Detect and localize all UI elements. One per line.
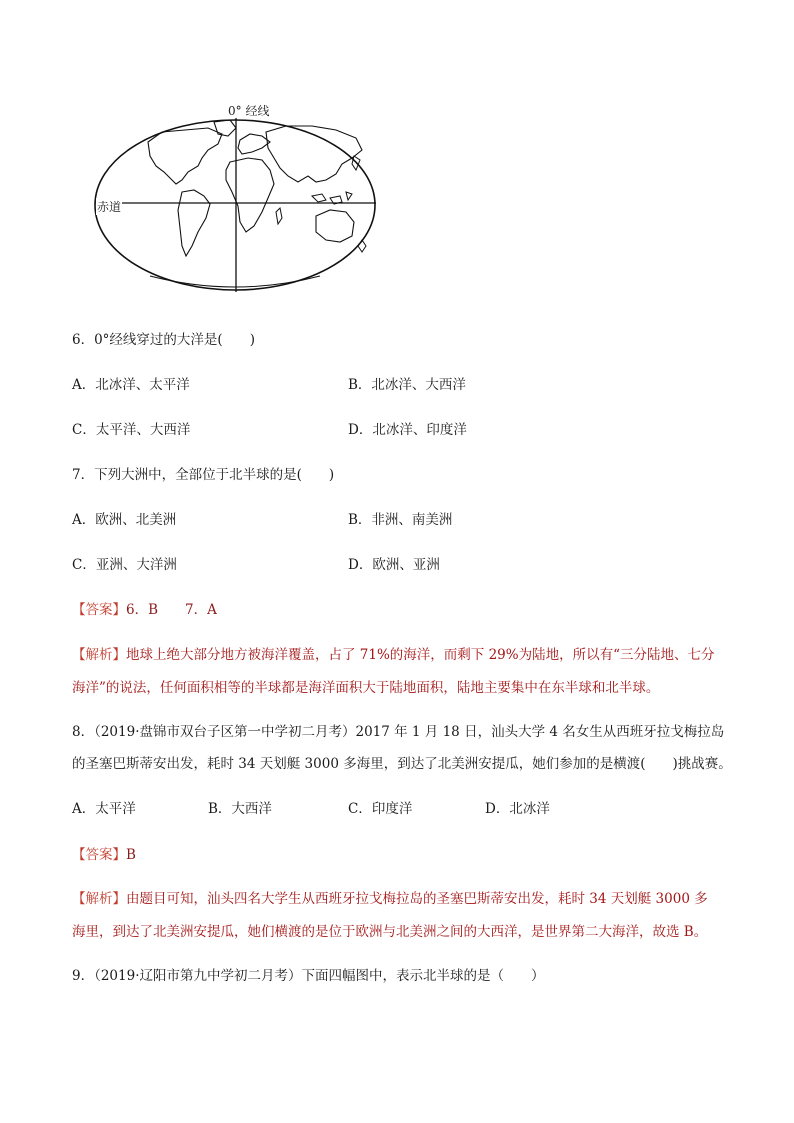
africa-shape: [226, 158, 274, 232]
q6-stem: 6．0°经线穿过的大洋是( ): [72, 332, 255, 348]
q6-option-a: A．北冰洋、太平洋: [72, 377, 190, 393]
antarctica-shape: [150, 276, 320, 287]
north-america-shape: [148, 128, 222, 184]
q9-stem: 9．（2019·辽阳市第九中学初二月考）下面四幅图中，表示北半球的是（ ）: [72, 968, 545, 984]
madagascar-shape: [276, 208, 282, 224]
greenland-shape: [214, 120, 236, 136]
answer-6-7: [72, 598, 217, 618]
answer-8: [72, 843, 136, 863]
q8-stem-line1: 8．（2019·盘锦市双台子区第一中学初二月考）2017 年 1 月 18 日，汕头大学 4 名女生从西班牙拉戈梅拉岛: [72, 724, 725, 740]
q7-stem: 7．下列大洲中，全部位于北半球的是( ): [72, 467, 335, 483]
explanation-text: 地球上绝大部分地方被海洋覆盖，占了 71%的海洋，而剩下 29%为陆地，所以有“三分陆地、七分: [126, 647, 715, 663]
q8-stem-line2: 的圣塞巴斯蒂安出发，耗时 34 天划艇 3000 多海里，到达了北美洲安提瓜，她们参加的是横渡( )挑战赛。: [72, 756, 732, 772]
islands-shape: [312, 192, 352, 204]
q8-option-b: B．大西洋: [208, 801, 272, 817]
q7-option-a: A．欧洲、北美洲: [72, 512, 177, 528]
explanation-6-7-line1: [72, 643, 715, 663]
explanation-tag: 【解析】: [72, 891, 126, 907]
explanation-text: 由题目可知，汕头四名大学生从西班牙拉戈梅拉岛的圣塞巴斯蒂安出发，耗时 34 天划艇 3000 多: [126, 891, 708, 907]
map-border: [95, 120, 375, 290]
europe-shape: [238, 134, 270, 154]
q7-option-c: C．亚洲、大洋洲: [72, 557, 177, 573]
explanation-8-line2: 海里，到达了北美洲安提瓜，她们横渡的是位于欧洲与北美洲之间的大西洋，是世界第二大海洋，故选 B。: [72, 924, 708, 940]
answer-text: 6．B 7．A: [126, 602, 217, 618]
q7-option-d: D．欧洲、亚洲: [348, 557, 440, 573]
q7-option-b: B．非洲、南美洲: [348, 512, 453, 528]
q8-option-a: A．太平洋: [72, 801, 136, 817]
meridian-label: 0° 经线: [228, 104, 270, 118]
answer-tag: 【答案】: [72, 602, 126, 618]
world-map-figure: [90, 100, 380, 300]
q6-option-d: D．北冰洋、印度洋: [348, 422, 467, 438]
explanation-tag: 【解析】: [72, 647, 126, 663]
australia-shape: [316, 210, 354, 242]
answer-tag: 【答案】: [72, 847, 126, 863]
q8-option-c: C．印度洋: [348, 801, 413, 817]
answer-text: B: [126, 847, 136, 863]
equator-label: 赤道: [97, 200, 122, 214]
south-america-shape: [178, 190, 210, 256]
q6-option-b: B．北冰洋、大西洋: [348, 377, 466, 393]
world-map-svg: [90, 100, 380, 300]
q8-option-d: D．北冰洋: [485, 801, 550, 817]
explanation-6-7-line2: 海洋”的说法，任何面积相等的半球都是海洋面积大于陆地面积，陆地主要集中在东半球和北半球。: [72, 680, 660, 696]
q6-option-c: C．太平洋、大西洋: [72, 422, 191, 438]
explanation-8-line1: [72, 887, 708, 907]
